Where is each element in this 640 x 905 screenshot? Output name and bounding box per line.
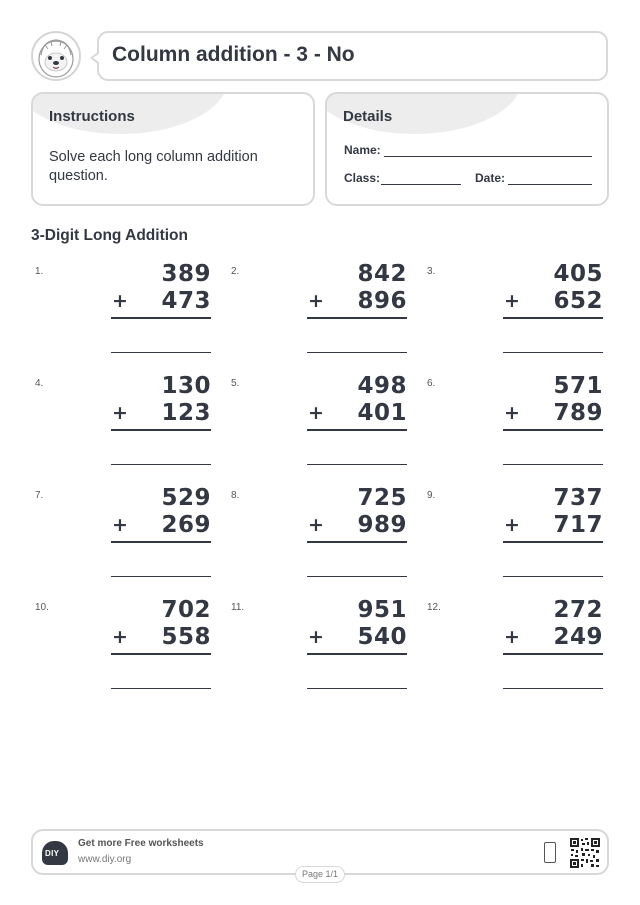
top-number: 842 bbox=[357, 261, 407, 287]
footer-promo-text: Get more Free worksheets bbox=[78, 838, 204, 849]
question-number: 4. bbox=[35, 378, 44, 389]
top-number: 529 bbox=[161, 485, 211, 511]
bottom-number: 652 bbox=[553, 288, 603, 314]
plus-sign: + bbox=[504, 402, 520, 424]
problem-7 bbox=[35, 485, 211, 590]
question-number: 6. bbox=[427, 378, 436, 389]
sum-rule bbox=[503, 429, 603, 431]
top-number: 130 bbox=[161, 373, 211, 399]
plus-sign: + bbox=[308, 290, 324, 312]
sum-rule bbox=[111, 429, 211, 431]
bottom-number: 473 bbox=[161, 288, 211, 314]
plus-sign: + bbox=[308, 514, 324, 536]
problem-3 bbox=[427, 261, 603, 366]
answer-line[interactable] bbox=[111, 688, 211, 689]
bottom-number: 249 bbox=[553, 624, 603, 650]
plus-sign: + bbox=[504, 626, 520, 648]
answer-line[interactable] bbox=[503, 464, 603, 465]
plus-sign: + bbox=[112, 626, 128, 648]
sum-rule bbox=[111, 653, 211, 655]
answer-line[interactable] bbox=[307, 576, 407, 577]
question-number: 11. bbox=[231, 602, 245, 613]
top-number: 405 bbox=[553, 261, 603, 287]
diy-logo-text: DIY bbox=[45, 849, 60, 858]
question-number: 9. bbox=[427, 490, 436, 501]
problem-8 bbox=[231, 485, 407, 590]
problem-2 bbox=[231, 261, 407, 366]
sum-rule bbox=[503, 317, 603, 319]
plus-sign: + bbox=[112, 514, 128, 536]
plus-sign: + bbox=[112, 402, 128, 424]
phone-scan-icon bbox=[544, 842, 556, 863]
plus-sign: + bbox=[112, 290, 128, 312]
answer-line[interactable] bbox=[307, 464, 407, 465]
date-label: Date: bbox=[475, 171, 506, 185]
question-number: 12. bbox=[427, 602, 441, 613]
question-number: 1. bbox=[35, 266, 44, 277]
question-number: 5. bbox=[231, 378, 240, 389]
sum-rule bbox=[307, 429, 407, 431]
class-label: Class: bbox=[344, 171, 381, 185]
date-field[interactable] bbox=[508, 184, 592, 185]
sum-rule bbox=[111, 317, 211, 319]
top-number: 498 bbox=[357, 373, 407, 399]
plus-sign: + bbox=[308, 402, 324, 424]
sum-rule bbox=[503, 653, 603, 655]
sloth-mascot-icon bbox=[33, 33, 79, 79]
details-heading: Details bbox=[343, 108, 393, 125]
name-field[interactable] bbox=[384, 156, 592, 157]
section-title: 3-Digit Long Addition bbox=[31, 227, 188, 244]
instructions-text: Solve each long column addition question. bbox=[49, 149, 258, 184]
sum-rule bbox=[307, 541, 407, 543]
answer-line[interactable] bbox=[307, 352, 407, 353]
qr-code-icon[interactable] bbox=[569, 837, 601, 869]
top-number: 951 bbox=[357, 597, 407, 623]
bottom-number: 401 bbox=[357, 400, 407, 426]
answer-line[interactable] bbox=[503, 576, 603, 577]
top-number: 737 bbox=[553, 485, 603, 511]
sum-rule bbox=[111, 541, 211, 543]
answer-line[interactable] bbox=[111, 352, 211, 353]
problem-1 bbox=[35, 261, 211, 366]
title-banner bbox=[97, 31, 608, 81]
class-field[interactable] bbox=[381, 184, 461, 185]
top-number: 725 bbox=[357, 485, 407, 511]
problem-9 bbox=[427, 485, 603, 590]
problem-11 bbox=[231, 597, 407, 702]
question-number: 3. bbox=[427, 266, 436, 277]
top-number: 702 bbox=[161, 597, 211, 623]
plus-sign: + bbox=[308, 626, 324, 648]
top-number: 389 bbox=[161, 261, 211, 287]
bottom-number: 896 bbox=[357, 288, 407, 314]
page-indicator: Page 1/1 bbox=[295, 866, 345, 883]
problem-4 bbox=[35, 373, 211, 478]
instructions-card bbox=[31, 92, 315, 206]
top-number: 571 bbox=[553, 373, 603, 399]
mascot-avatar bbox=[31, 31, 81, 81]
problem-6 bbox=[427, 373, 603, 478]
question-number: 8. bbox=[231, 490, 240, 501]
plus-sign: + bbox=[504, 514, 520, 536]
answer-line[interactable] bbox=[503, 688, 603, 689]
diy-logo[interactable] bbox=[42, 841, 68, 865]
bottom-number: 123 bbox=[161, 400, 211, 426]
problem-10 bbox=[35, 597, 211, 702]
question-number: 7. bbox=[35, 490, 44, 501]
problem-5 bbox=[231, 373, 407, 478]
question-number: 2. bbox=[231, 266, 240, 277]
sum-rule bbox=[307, 317, 407, 319]
footer-url-link[interactable]: www.diy.org bbox=[78, 854, 132, 865]
sum-rule bbox=[307, 653, 407, 655]
answer-line[interactable] bbox=[111, 464, 211, 465]
page-title: Column addition - 3 - No bbox=[112, 43, 355, 66]
bottom-number: 269 bbox=[161, 512, 211, 538]
bottom-number: 717 bbox=[553, 512, 603, 538]
details-card bbox=[325, 92, 609, 206]
name-label: Name: bbox=[344, 143, 381, 157]
bottom-number: 989 bbox=[357, 512, 407, 538]
problem-12 bbox=[427, 597, 603, 702]
sum-rule bbox=[503, 541, 603, 543]
answer-line[interactable] bbox=[111, 576, 211, 577]
answer-line[interactable] bbox=[307, 688, 407, 689]
top-number: 272 bbox=[553, 597, 603, 623]
answer-line[interactable] bbox=[503, 352, 603, 353]
question-number: 10. bbox=[35, 602, 49, 613]
plus-sign: + bbox=[504, 290, 520, 312]
bottom-number: 540 bbox=[357, 624, 407, 650]
bottom-number: 789 bbox=[553, 400, 603, 426]
bottom-number: 558 bbox=[161, 624, 211, 650]
instructions-heading: Instructions bbox=[49, 108, 135, 125]
